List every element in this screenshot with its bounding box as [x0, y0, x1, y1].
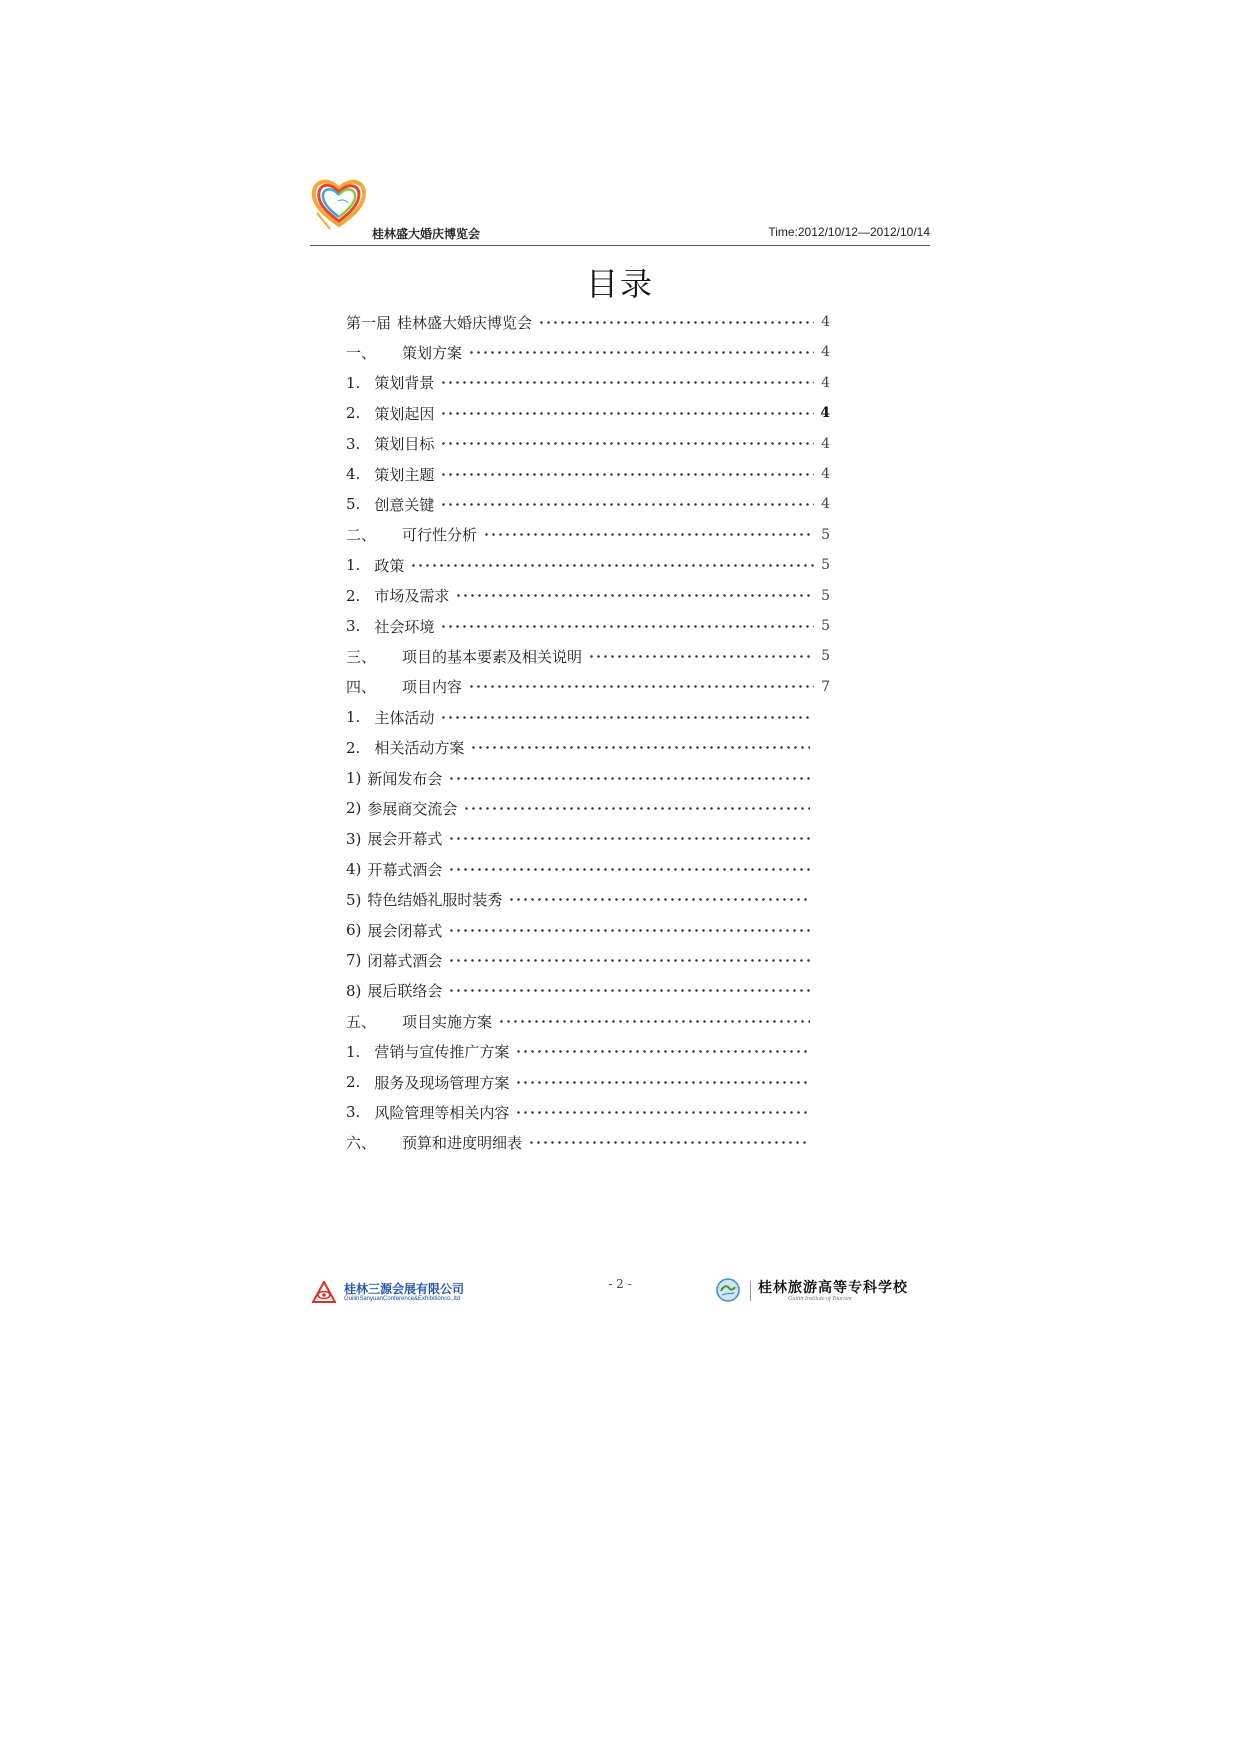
toc-entry-number: 8): [346, 981, 362, 1000]
toc-entry-number: 2): [346, 799, 362, 818]
toc-entry-label: 社会环境: [374, 617, 435, 636]
page-title: 目录: [585, 265, 654, 303]
toc-entry-label: 项目内容: [402, 678, 463, 697]
toc-entry-label: 预算和进度明细表: [402, 1134, 523, 1153]
toc-dot-leader: [440, 381, 814, 385]
toc-entry-page-number: 5: [821, 648, 830, 665]
toc-entry[interactable]: [346, 1010, 814, 1032]
toc-entry-label: 参展商交流会: [367, 799, 458, 818]
toc-entry-number: 5.: [346, 495, 361, 514]
heart-logo-icon: [308, 173, 370, 235]
toc-entry-page-number: 4: [821, 314, 830, 330]
toc-dot-leader: [440, 411, 814, 415]
toc-entry[interactable]: [346, 341, 830, 363]
toc-dot-leader: [515, 1080, 810, 1084]
toc-entry-page-number: 5: [821, 526, 830, 543]
toc-dot-leader: [448, 867, 810, 871]
toc-entry[interactable]: [346, 493, 830, 515]
toc-dot-leader: [410, 563, 814, 567]
toc-entry[interactable]: [346, 737, 814, 759]
toc-dot-leader: [448, 928, 810, 932]
toc-entry-page-number: 4: [821, 466, 830, 482]
toc-entry[interactable]: [346, 645, 830, 667]
document-page: [310, 175, 930, 1335]
toc-entry-number: 2.: [346, 404, 361, 423]
toc-entry-page-number: 4: [820, 405, 830, 422]
toc-entry-number: 3.: [346, 617, 361, 635]
toc-entry-number: 六、: [346, 1134, 377, 1153]
toc-entry-page-number: 5: [821, 618, 830, 634]
toc-entry-page-number: 4: [821, 435, 830, 452]
toc-entry[interactable]: [346, 828, 814, 850]
toc-dot-leader: [440, 624, 814, 628]
toc-entry[interactable]: [346, 585, 830, 607]
toc-entry-page-number: 4: [821, 344, 830, 361]
toc-entry-page-number: 4: [821, 496, 830, 513]
toc-entry-label: 策划方案: [402, 343, 463, 362]
footer-divider: [750, 1281, 751, 1301]
toc-dot-leader: [468, 350, 814, 354]
toc-dot-leader: [455, 594, 814, 598]
toc-entry-label: 营销与宣传推广方案: [374, 1043, 510, 1062]
toc-entry-number: 3.: [346, 1103, 361, 1122]
toc-entry-label: 相关活动方案: [374, 739, 465, 758]
toc-entry-number: 4.: [346, 465, 361, 483]
toc-entry-label: 特色结婚礼服时装秀: [367, 891, 503, 910]
toc-entry-page-number: 5: [821, 587, 830, 604]
toc-dot-leader: [440, 502, 814, 506]
toc-entry-number: 1.: [346, 373, 361, 392]
toc-dot-leader: [448, 958, 810, 962]
toc-entry[interactable]: [346, 1071, 814, 1093]
toc-entry-number: 一、: [346, 343, 377, 362]
toc-entry-number: 第一届: [346, 313, 392, 332]
toc-entry[interactable]: [346, 311, 830, 333]
toc-entry-number: 5): [346, 890, 362, 909]
toc-dot-leader: [528, 1141, 810, 1145]
footer-company-name-en: GuilinSanyuanConference&Exhibitionco.,ltd: [344, 1296, 461, 1302]
toc-entry[interactable]: [346, 919, 814, 941]
toc-entry-label: 风险管理等相关内容: [374, 1103, 510, 1122]
page-number: - 2 -: [608, 1277, 632, 1291]
toc-entry-number: 五、: [346, 1012, 377, 1031]
toc-entry-label: 展会开幕式: [367, 830, 443, 849]
toc-dot-leader: [515, 1050, 810, 1054]
toc-entry-label: 桂林盛大婚庆博览会: [397, 313, 533, 332]
toc-entry[interactable]: [346, 980, 814, 1002]
footer-company-name: 桂林三源会展有限公司: [344, 1282, 465, 1296]
toc-entry-label: 策划主题: [374, 465, 435, 484]
toc-entry-label: 展会闭幕式: [367, 921, 443, 940]
header-time: Time:2012/10/12—2012/10/14: [768, 225, 930, 239]
toc-entry-label: 展后联络会: [367, 982, 443, 1001]
toc-entry-label: 项目的基本要素及相关说明: [402, 647, 583, 666]
toc-dot-leader: [440, 472, 814, 476]
toc-dot-leader: [588, 654, 814, 658]
toc-dot-leader: [448, 776, 810, 780]
toc-entry-number: 1.: [346, 556, 361, 575]
toc-entry-label: 主体活动: [374, 708, 435, 727]
toc-entry-number: 6): [346, 921, 362, 939]
toc-entry-label: 政策: [374, 556, 405, 575]
page-header: [310, 175, 930, 246]
globe-logo-icon: [715, 1277, 741, 1303]
toc-dot-leader: [498, 1019, 810, 1023]
toc-entry[interactable]: [346, 858, 814, 880]
toc-entry[interactable]: [346, 615, 830, 637]
toc-entry-page-number: 7: [821, 678, 830, 695]
footer-school-name: 桂林旅游高等专科学校: [758, 1280, 908, 1296]
header-title: 桂林盛大婚庆博览会: [372, 227, 481, 241]
toc-entry-label: 开幕式酒会: [367, 860, 443, 879]
toc-entry-label: 策划起因: [374, 404, 435, 423]
toc-dot-leader: [470, 746, 810, 750]
toc-dot-leader: [468, 685, 814, 689]
toc-entry[interactable]: [346, 1041, 814, 1063]
toc-dot-leader: [483, 533, 814, 537]
toc-dot-leader: [508, 898, 810, 902]
page-footer: [310, 1275, 930, 1335]
toc-entry-label: 可行性分析: [402, 526, 478, 545]
toc-entry-label: 市场及需求: [374, 587, 450, 606]
toc-entry-label: 服务及现场管理方案: [374, 1073, 510, 1092]
toc-dot-leader: [440, 715, 810, 719]
toc-entry-page-number: 5: [821, 557, 830, 574]
toc-entry-number: 2.: [346, 738, 361, 757]
toc-entry-label: 策划目标: [374, 435, 435, 454]
toc-entry-label: 项目实施方案: [402, 1012, 493, 1031]
toc-entry-number: 1.: [346, 1042, 361, 1061]
toc-entry[interactable]: [346, 372, 830, 394]
toc-entry-number: 1): [346, 769, 362, 787]
toc-entry-label: 新闻发布会: [367, 769, 443, 788]
toc-entry[interactable]: [346, 554, 830, 576]
toc-entry[interactable]: [346, 949, 814, 971]
toc-entry[interactable]: [346, 1101, 814, 1123]
toc-entry-number: 7): [346, 951, 362, 970]
toc-entry[interactable]: [346, 889, 814, 911]
toc-entry[interactable]: [346, 433, 830, 455]
toc-entry[interactable]: [346, 1132, 814, 1154]
toc-entry-number: 二、: [346, 526, 377, 545]
toc-entry-number: 3.: [346, 434, 361, 453]
toc-entry[interactable]: [346, 767, 814, 789]
toc-dot-leader: [440, 442, 814, 446]
toc-dot-leader: [515, 1110, 810, 1114]
toc-entry-number: 2.: [346, 1073, 361, 1091]
toc-entry-number: 4): [346, 860, 362, 879]
toc-dot-leader: [448, 989, 810, 993]
toc-entry-number: 3): [346, 829, 362, 848]
toc-entry[interactable]: [346, 797, 814, 819]
toc-entry-label: 策划背景: [374, 374, 435, 393]
toc-entry[interactable]: [346, 676, 830, 698]
toc-entry-number: 1.: [346, 708, 361, 727]
toc-entry-label: 创意关键: [374, 495, 435, 514]
toc-dot-leader: [448, 837, 810, 841]
toc-entry[interactable]: [346, 524, 830, 546]
toc-dot-leader: [538, 320, 814, 324]
toc-entry-number: 2.: [346, 586, 361, 605]
toc-entry[interactable]: [346, 402, 830, 424]
toc-dot-leader: [463, 806, 810, 810]
toc-entry-number: 三、: [346, 647, 377, 666]
toc-entry-number: 四、: [346, 678, 377, 697]
toc-entry[interactable]: [346, 706, 814, 728]
toc-entry[interactable]: [346, 463, 830, 485]
toc-entry-label: 闭幕式酒会: [367, 951, 443, 970]
toc-entry-page-number: 4: [821, 374, 830, 391]
footer-school-name-en: Guilin Institute of Tourism: [788, 1296, 852, 1302]
